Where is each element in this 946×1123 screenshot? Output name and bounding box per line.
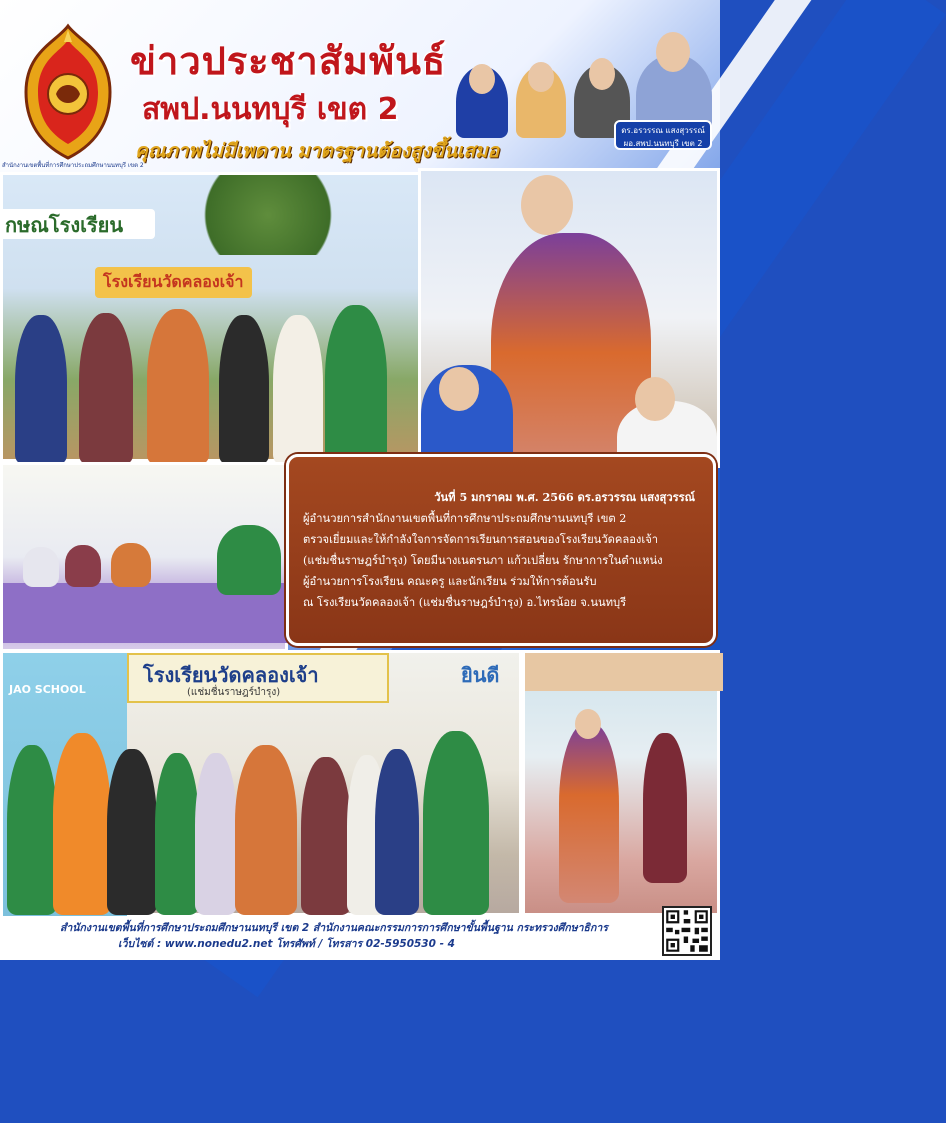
tree — [173, 175, 363, 255]
news-line: ผู้อำนวยการโรงเรียน คณะครู และนักเรียน ร่วมให้การต้อนรับ — [303, 575, 597, 588]
news-line: ตรวจเยี่ยมและให้กำลังใจการจัดการเรียนการสอนของโรงเรียนวัดคลองเจ้า — [303, 533, 659, 546]
photo-director-students — [418, 168, 720, 468]
person — [107, 749, 157, 915]
person — [111, 543, 151, 587]
footer-contact: เว็บไซต์ : www.nonedu2.net โทรศัพท์ / โทรสาร 02-5950530 - 4 — [118, 938, 455, 950]
header — [0, 0, 720, 175]
student-face — [635, 377, 675, 421]
news-line: (แช่มชื่นราษฎร์บำรุง) โดยมีนางเนตรนภา แก้วเปลี่ยน รักษาการในตำแหน่ง — [303, 554, 663, 567]
person — [65, 545, 101, 587]
person — [301, 757, 351, 915]
news-text-box — [286, 454, 716, 646]
portrait-face — [469, 64, 495, 94]
person — [375, 749, 419, 915]
director-face — [521, 175, 573, 235]
person — [219, 315, 269, 465]
news-line: วันที่ 5 มกราคม พ.ศ. 2566 ดร.อรวรรณ แสงสุวรรณ์ — [434, 490, 695, 504]
person — [643, 733, 687, 883]
school-sign: โรงเรียนวัดคลองเจ้า — [95, 267, 252, 298]
director — [559, 723, 619, 903]
person — [217, 525, 281, 595]
welcome-text: ยินดี — [461, 663, 500, 687]
school-sign: โรงเรียนวัดคลองเจ้า — [143, 663, 319, 687]
person — [195, 753, 237, 915]
qr-code-icon[interactable] — [662, 906, 712, 956]
person — [53, 733, 111, 915]
portrait-face — [656, 32, 690, 72]
director-face — [575, 709, 601, 739]
photo-group-outdoor — [0, 172, 425, 462]
obec-logo-icon — [18, 22, 118, 162]
person — [325, 305, 387, 465]
school-banner: กษณโรงเรียน — [0, 209, 155, 239]
newsletter-title: ข่าวประชาสัมพันธ์ — [130, 39, 447, 83]
photo-meeting-room — [0, 462, 288, 652]
awning — [525, 653, 723, 691]
portrait-face — [528, 62, 554, 92]
photo-director-walking — [522, 650, 720, 916]
footer — [0, 916, 720, 960]
person — [79, 313, 133, 465]
photo-group-mural — [0, 650, 522, 916]
newsletter-subtitle: สพป.นนทบุรี เขต 2 — [142, 92, 399, 127]
footer-org: สำนักงานเขตพื้นที่การศึกษาประถมศึกษานนทบุรี เขต 2 สำนักงานคณะกรรมการการศึกษาขั้นพื้นฐาน กระทรวงศึกษาธิการ — [60, 922, 608, 934]
news-line: ผู้อำนวยการสำนักงานเขตพื้นที่การศึกษาประถมศึกษานนทบุรี เขต 2 — [303, 512, 627, 525]
mural-text: JAO SCHOOL — [9, 683, 86, 696]
director-name-tag: ดร.อรวรรณ แสงสุวรรณ์ ผอ.สพป.นนทบุรี เขต 2 — [614, 120, 712, 150]
school-sign-sub: (แช่มชื่นราษฎร์บำรุง) — [187, 687, 281, 698]
slogan: คุณภาพไม่มีเพดาน มาตรฐานต้องสูงขึ้นเสมอ — [135, 140, 500, 162]
person — [15, 315, 67, 465]
person — [155, 753, 199, 915]
portrait-face — [589, 58, 615, 90]
person — [423, 731, 489, 915]
logo-text: สำนักงานเขตพื้นที่การศึกษาประถมศึกษานนทบุรี เขต 2 — [2, 162, 144, 169]
person — [273, 315, 323, 465]
news-line: ณ โรงเรียนวัดคลองเจ้า (แช่มชื่นราษฎร์บำรุง) อ.ไทรน้อย จ.นนทบุรี — [303, 596, 627, 609]
person — [23, 547, 59, 587]
person — [7, 745, 57, 915]
person — [235, 745, 297, 915]
person — [147, 309, 209, 465]
student-face — [439, 367, 479, 411]
